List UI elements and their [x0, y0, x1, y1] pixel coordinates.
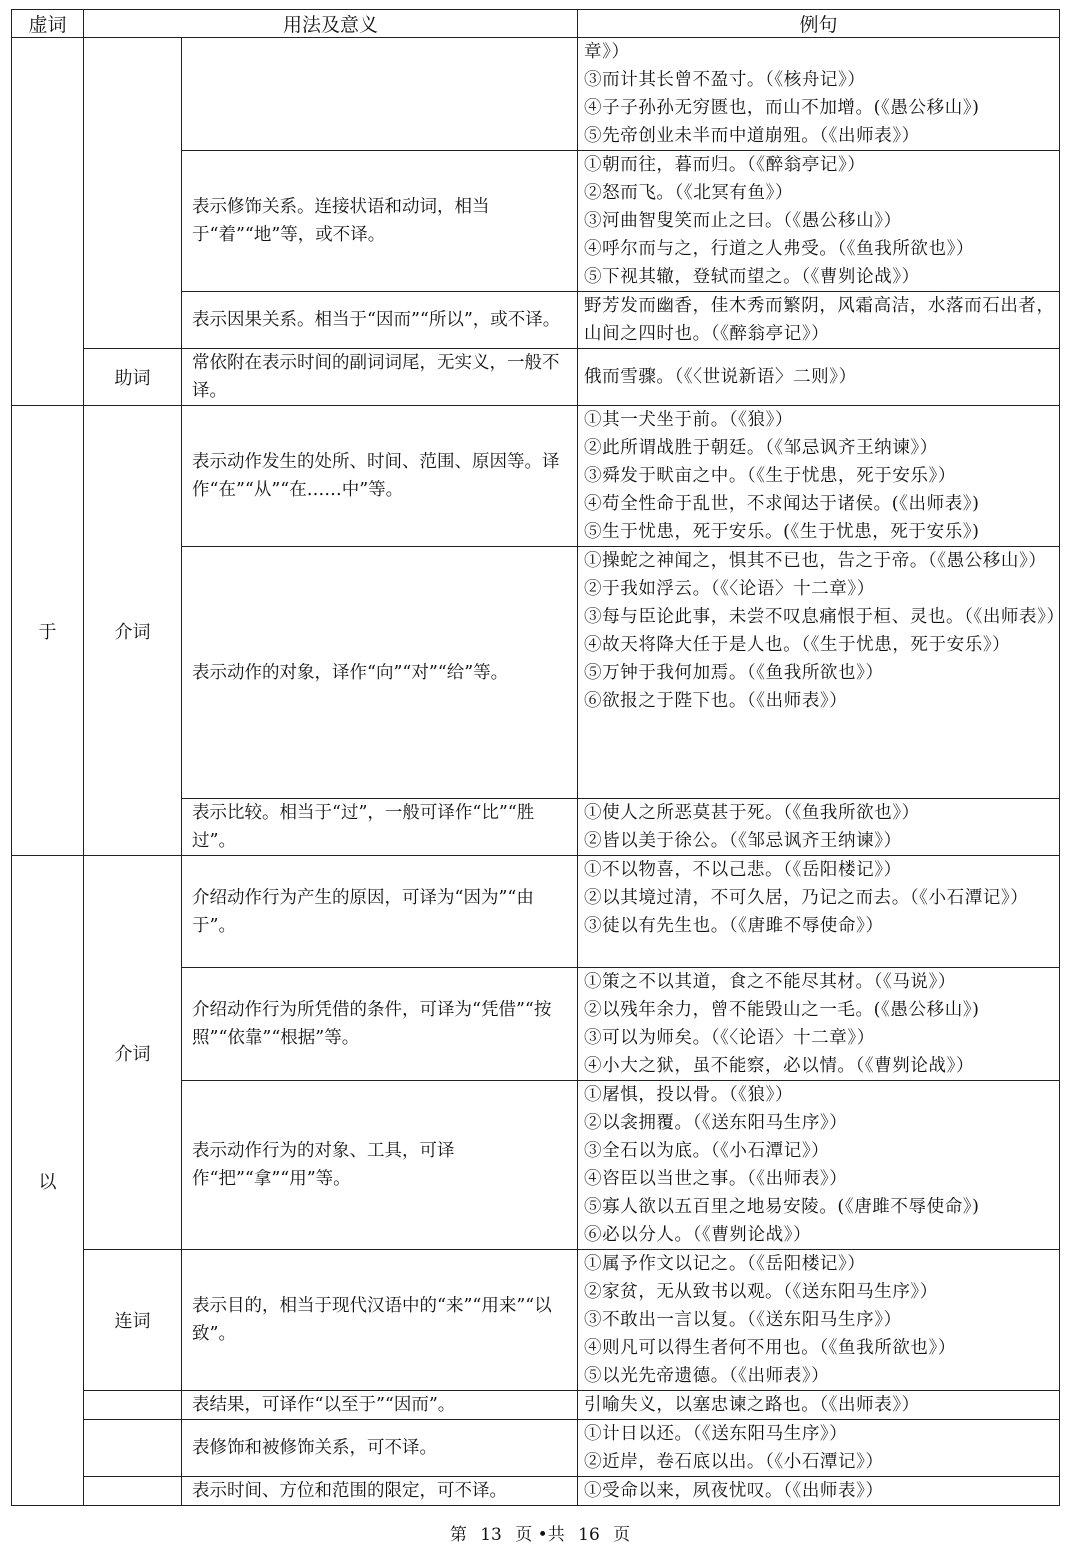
table-row — [12, 349, 1060, 406]
example-cell — [578, 547, 1065, 799]
table-row — [12, 1477, 1060, 1506]
usage-cell: 表示修饰关系。连接状语和动词，相当于“着”“地”等，或不译。 — [182, 151, 578, 292]
example-line: ⑥欲报之于陛下也。（《出师表》） — [584, 691, 848, 711]
usage-cell: 表结果，可译作“以至于”“因而”。 — [182, 1391, 578, 1420]
example-line: ②以其境过清，不可久居，乃记之而去。（《小石潭记》） — [584, 888, 1029, 908]
footer-prefix: 第 — [449, 1525, 467, 1545]
example-line: ②于我如浮云。（《〈论语〉十二章》） — [584, 579, 875, 599]
usage-cell: 表示时间、方位和范围的限定，可不译。 — [182, 1477, 578, 1506]
example-line: ②近岸，卷石底以出。（《小石潭记》） — [584, 1452, 884, 1472]
example-line: ①不以物喜，不以己悲。（《岳阳楼记》） — [584, 860, 902, 880]
word-cell-er-cont — [12, 38, 84, 406]
example-cell — [578, 1081, 1060, 1250]
table-row — [12, 856, 1060, 968]
example-line: 章》） — [584, 42, 630, 62]
header-word: 虚词 — [12, 10, 84, 38]
example-cell — [578, 151, 1060, 292]
example-line: ⑤下视其辙，登轼而望之。（《曹刿论战》） — [584, 267, 920, 287]
example-cell — [578, 38, 1060, 151]
pos-cell: 助词 — [84, 349, 182, 406]
footer-middle: 页 •共 — [515, 1525, 565, 1545]
example-cell — [578, 1477, 1060, 1506]
example-line: ②以残年余力，曾不能毁山之一毛。(《愚公移山》) — [584, 1000, 980, 1020]
example-line: ①屠惧，投以骨。（《狼》） — [584, 1085, 794, 1105]
example-cell — [578, 799, 1060, 856]
example-line: ①操蛇之神闻之，惧其不已也，告之于帝。（《愚公移山》） — [584, 551, 1047, 571]
table-header-row — [12, 10, 1060, 38]
table-row — [12, 38, 1060, 151]
example-line: ④子子孙孙无穷匮也，而山不加增。(《愚公移山》) — [584, 98, 980, 118]
example-line: ③每与臣论此事，未尝不叹息痛恨于桓、灵也。（《出师表》） — [584, 607, 1065, 627]
example-line: ④故天将降大任于是人也。（《生于忧患，死于安乐》） — [584, 635, 1011, 655]
usage-cell: 表示比较。相当于“过”，一般可译作“比”“胜过”。 — [182, 799, 578, 856]
total-pages: 16 — [578, 1525, 600, 1545]
pos-cell: 连词 — [84, 1250, 182, 1391]
header-example: 例句 — [578, 10, 1060, 38]
pos-cell-er-conj-cont — [84, 38, 182, 349]
example-line: ④苟全性命于乱世，不求闻达于诸侯。(《出师表》) — [584, 494, 980, 514]
example-line: ①受命以来，夙夜忧叹。（《出师表》） — [584, 1481, 884, 1501]
example-line: ③徒以有先生也。（《唐雎不辱使命》） — [584, 916, 884, 936]
example-line: ⑤先帝创业未半而中道崩殂。（《出师表》） — [584, 126, 920, 146]
example-line: ②此所谓战胜于朝廷。（《邹忌讽齐王纳谏》） — [584, 438, 938, 458]
example-cell — [578, 406, 1060, 547]
page-number: 13 — [480, 1525, 502, 1545]
usage-cell: 介绍动作行为所凭借的条件，可译为“凭借”“按照”“依靠”“根据”等。 — [182, 968, 578, 1081]
example-line: ④则凡可以得生者何不用也。（《鱼我所欲也》） — [584, 1338, 956, 1358]
example-line: ⑤万钟于我何加焉。（《鱼我所欲也》） — [584, 663, 884, 683]
usage-cell: 表示目的，相当于现代汉语中的“来”“用来”“以致”。 — [182, 1250, 578, 1391]
example-line: ②皆以美于徐公。（《邹忌讽齐王纳谏》） — [584, 831, 902, 851]
example-cell — [578, 292, 1060, 349]
example-line: ①使人之所恶莫甚于死。（《鱼我所欲也》） — [584, 803, 920, 823]
example-cell — [578, 968, 1060, 1081]
example-line: ①朝而往，暮而归。（《醉翁亭记》） — [584, 155, 866, 175]
example-line: ⑤生于忧患，死于安乐。(《生于忧患，死于安乐》) — [584, 522, 980, 542]
word-cell: 以 — [12, 856, 84, 1506]
table-row — [12, 1250, 1060, 1391]
example-line: ②怒而飞。（《北冥有鱼》） — [584, 183, 794, 203]
function-word-table — [11, 9, 1065, 1506]
usage-cell-er-cont — [182, 38, 578, 151]
example-line: ①策之不以其道，食之不能尽其材。（《马说》） — [584, 972, 956, 992]
example-line: ①其一犬坐于前。（《狼》） — [584, 410, 794, 430]
example-cell — [578, 349, 1060, 406]
page-footer — [0, 1520, 1080, 1545]
example-line: ②以衾拥覆。（《送东阳马生序》） — [584, 1113, 848, 1133]
pos-cell-empty — [84, 1420, 182, 1477]
example-line: ③全石以为底。（《小石潭记》） — [584, 1141, 830, 1161]
pos-cell: 介词 — [84, 856, 182, 1250]
table-row — [12, 1420, 1060, 1477]
pos-cell-empty — [84, 1391, 182, 1420]
usage-cell: 表修饰和被修饰关系，可不译。 — [182, 1420, 578, 1477]
pos-cell: 介词 — [84, 406, 182, 856]
usage-cell: 表示因果关系。相当于“因而”“所以”，或不译。 — [182, 292, 578, 349]
example-cell — [578, 1420, 1060, 1477]
footer-suffix: 页 — [613, 1525, 631, 1545]
example-line: ③河曲智叟笑而止之曰。（《愚公移山》） — [584, 211, 902, 231]
usage-cell: 介绍动作行为产生的原因，可译为“因为”“由于”。 — [182, 856, 578, 968]
example-line: ⑥必以分人。（《曹刿论战》） — [584, 1225, 812, 1245]
example-line: 引喻失义，以塞忠谏之路也。（《出师表》） — [584, 1395, 920, 1415]
example-line: ④咨臣以当世之事。（《出师表》） — [584, 1169, 848, 1189]
example-line: ④小大之狱，虽不能察，必以情。（《曹刿论战》） — [584, 1056, 975, 1076]
example-line: ③可以为师矣。（《〈论语〉十二章》） — [584, 1028, 875, 1048]
example-cell — [578, 856, 1060, 968]
example-line: ⑤寡人欲以五百里之地易安陵。(《唐雎不辱使命》) — [584, 1197, 980, 1217]
usage-cell: 表示动作发生的处所、时间、范围、原因等。译作“在”“从”“在……中”等。 — [182, 406, 578, 547]
example-cell — [578, 1250, 1060, 1391]
example-line: ⑤以光先帝遗德。（《出师表》） — [584, 1366, 830, 1386]
header-usage: 用法及意义 — [84, 10, 578, 38]
example-line: ①计日以还。（《送东阳马生序》） — [584, 1424, 848, 1444]
example-line: ③而计其长曾不盈寸。（《核舟记》） — [584, 70, 866, 90]
example-cell — [578, 1391, 1060, 1420]
example-line: ③舜发于畎亩之中。（《生于忧患，死于安乐》） — [584, 466, 956, 486]
example-line: ④呼尔而与之，行道之人弗受。（《鱼我所欲也》） — [584, 239, 975, 259]
word-cell: 于 — [12, 406, 84, 856]
example-line: ③不敢出一言以复。（《送东阳马生序》） — [584, 1310, 902, 1330]
example-line: ①属予作文以记之。（《岳阳楼记》） — [584, 1254, 866, 1274]
pos-cell-empty — [84, 1477, 182, 1506]
example-line: 俄而雪骤。（《〈世说新语〉二则》） — [584, 367, 857, 387]
usage-cell: 表示动作的对象，译作“向”“对”“给”等。 — [182, 547, 578, 799]
usage-cell: 表示动作行为的对象、工具，可译作“把”“拿”“用”等。 — [182, 1081, 578, 1250]
usage-cell: 常依附在表示时间的副词词尾，无实义，一般不译。 — [182, 349, 578, 406]
example-line: 野芳发而幽香，佳木秀而繁阴，风霜高洁，水落而石出者，山间之四时也。（《醉翁亭记》） — [584, 296, 1055, 344]
example-line: ②家贫，无从致书以观。（《送东阳马生序》） — [584, 1282, 938, 1302]
table-row — [12, 1391, 1060, 1420]
table-row — [12, 406, 1060, 547]
